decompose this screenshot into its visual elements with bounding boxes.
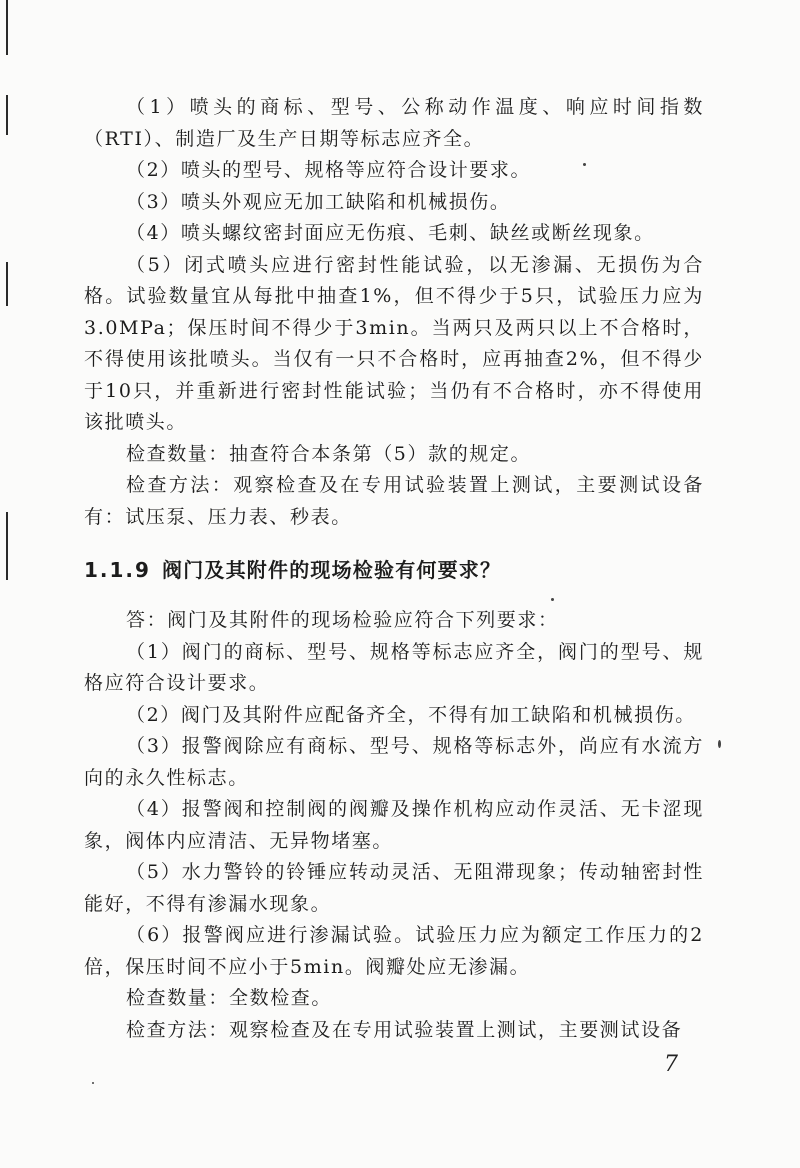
- page-number: 7: [664, 1052, 678, 1077]
- scan-edge-mark: [6, 95, 8, 135]
- paragraph-nozzle-appearance: （3）喷头外观应无加工缺陷和机械损伤。: [126, 190, 511, 213]
- scan-edge-mark: [6, 262, 8, 306]
- page-content: [84, 92, 704, 1046]
- paragraph-nozzle-marking: （1）喷头的商标、型号、公称动作温度、响应时间指数（RTI）、制造厂及生产日期等标志应齐全。: [84, 96, 704, 150]
- paragraph-nozzle-seal-test: （5）闭式喷头应进行密封性能试验，以无渗漏、无损伤为合格。试验数量宜从每批中抽查1%，但不得少于5只，试验压力应为3.0MPa；保压时间不得少于3min。当两只及两只以上不合格时，不得使用该批喷头。当仅有一只不合格时，应再抽查2%，但不得少于10只，并重新进行密封性能试验；当仍有不合格时，亦不得使用该批喷头。: [84, 253, 704, 433]
- scan-speck: [718, 740, 721, 748]
- paragraph-inspection-method: 检查方法：观察检查及在专用试验装置上测试，主要测试设备有：试压泵、压力表、秒表。: [84, 474, 704, 528]
- paragraph-nozzle-model: （2）喷头的型号、规格等应符合设计要求。: [126, 159, 532, 181]
- paragraph-alarm-valve-leak-test: （6）报警阀应进行渗漏试验。试验压力应为额定工作压力的2倍，保压时间不应小于5min。阀瓣处应无渗漏。: [84, 924, 704, 978]
- paragraph-inspection-quantity: 检查数量：抽查符合本条第（5）款的规定。: [126, 442, 532, 465]
- section-heading: [84, 553, 704, 587]
- scan-edge-mark: [6, 0, 8, 55]
- scan-speck: [92, 1082, 94, 1084]
- paragraph-water-gong: （5）水力警铃的铃锤应转动灵活、无阻滞现象；传动轴密封性能好，不得有渗漏水现象。: [84, 861, 704, 915]
- scan-edge-mark: [6, 512, 8, 580]
- paragraph-valve-accessories: （2）阀门及其附件应配备齐全，不得有加工缺陷和机械损伤。: [126, 703, 696, 726]
- paragraph-valve-marking: （1）阀门的商标、型号、规格等标志应齐全，阀门的型号、规格应符合设计要求。: [84, 640, 704, 694]
- paragraph-alarm-valve-operation: （4）报警阀和控制阀的阀瓣及操作机构应动作灵活、无卡涩现象，阀体内应清洁、无异物堵塞。: [84, 798, 704, 852]
- section-title: 阀门及其附件的现场检验有何要求？: [162, 558, 502, 582]
- paragraph-inspection-quantity-2: 检查数量：全数检查。: [126, 987, 333, 1009]
- paragraph-answer-intro: 答：阀门及其附件的现场检验应符合下列要求：: [126, 609, 559, 631]
- section-number: 1.1.9: [84, 558, 151, 582]
- paragraph-inspection-method-2: 检查方法：观察检查及在专用试验装置上测试，主要测试设备: [126, 1018, 683, 1041]
- paragraph-nozzle-thread: （4）喷头螺纹密封面应无伤痕、毛刺、缺丝或断丝现象。: [126, 222, 655, 244]
- paragraph-alarm-valve-marking: （3）报警阀除应有商标、型号、规格等标志外，尚应有水流方向的永久性标志。: [84, 735, 704, 789]
